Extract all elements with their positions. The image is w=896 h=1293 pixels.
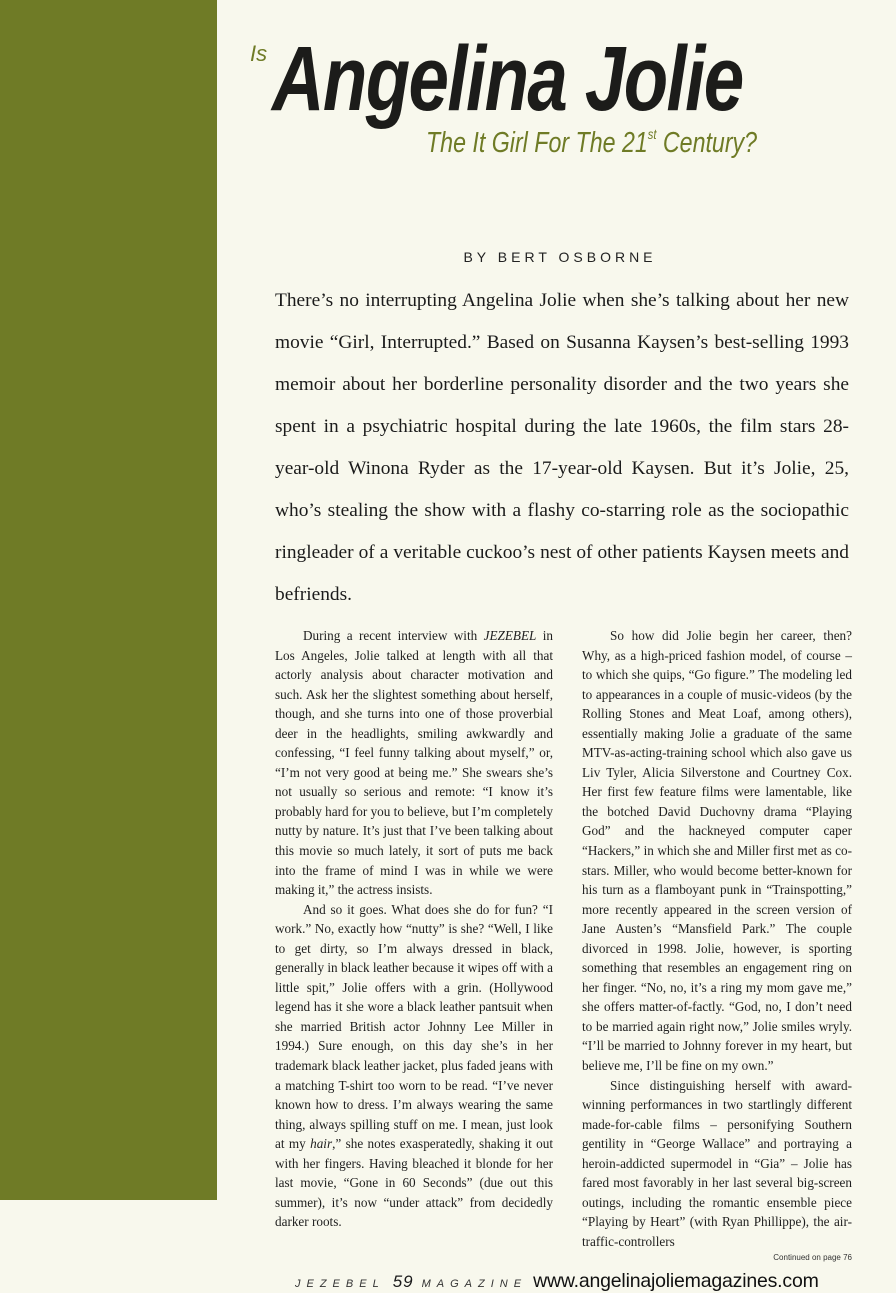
magazine-name: JEZEBEL <box>483 628 537 643</box>
body-paragraph <box>275 900 553 1232</box>
green-sidebar-band <box>0 0 217 1200</box>
byline: BY BERT OSBORNE <box>463 249 657 265</box>
watermark-url: www.angelinajoliemagazines.com <box>533 1269 819 1292</box>
text: And so it goes. What does she do for fun? “I work.” No, exactly how “nutty” is she? “Well, I like to get dirty, so I’m always dressed in black, generally in black leather because it wipes off with a little spit,” Jolie offers with a grin. (Hollywood legend has it she wore a black leather pantsuit when she married British actor Johnny Lee Miller in 1994.) Sure enough, on this day she’s in her trademark black leather jacket, plus faded jeans with a matching T-shirt too worn to be read. “I’ve never known how to dress. I’m always wearing the same thing, always spilling stuff on me. I mean, just look at my <box>275 901 553 1152</box>
subtitle <box>426 126 757 160</box>
subtitle-text-end: Century? <box>656 127 758 159</box>
body-paragraph: Since distinguishing herself with award-winning performances in two startlingly different made-for-cable films – personifying Southern gentility in “George Wallace” and portraying a heroin-addicted supermodel in “Gia” – Jolie has fared most favorably in her last several big-screen outings, including the romantic ensemble piece “Playing by Heart” (with Ryan Phillippe), the air-traffic-controllers <box>582 1077 852 1249</box>
emphasis: hair <box>310 1136 333 1152</box>
lede-paragraph: There’s no interrupting Angelina Jolie when she’s talking about her new movie “Girl, Interrupted.” Based on Susanna Kaysen’s best-selling 1993 memoir about her borderline personality disorder and the two years she spent in a psychiatric hospital during the late 1960s, the film stars 28-year-old Winona Ryder as the 17-year-old Kaysen. But it’s Jolie, 25, who’s stealing the show with a flashy co-starring role as the sociopathic ringleader of a veritable cuckoo’s nest of other patients Kaysen meets and befriends. <box>275 290 849 605</box>
headline-kicker: Is <box>250 41 268 66</box>
body-column-left <box>275 626 553 1232</box>
text: in Los Angeles, Jolie talked at length with all that actorly analysis about character motivation and such. Ask her the slightest something about herself, though, and she turns into one of those proverbial deer in the headlights, smiling awkwardly and confessing, “I feel funny talking about myself,” or, “I’m not very good at being me.” She swears she’s not usually so serious and remote: “I know it’s probably hard for you to believe, but I’m completely nutty by nature. It’s just that I’ve been talking about this movie so much lately, it sort of puts me back into the frame of mind I was in while we were making it,” the actress insists. <box>275 628 554 898</box>
text: ,” she notes exasperatedly, shaking it out with her fingers. Having bleached it blonde for her last movie, “Gone in 60 Seconds” (due out this summer), it’s now “under attack” from decidedly darker roots. <box>275 1136 553 1230</box>
page-title: Angelina Jolie <box>272 28 743 130</box>
body-paragraph <box>275 626 553 900</box>
headline <box>250 28 890 190</box>
body-column-right <box>582 626 852 1264</box>
article-content <box>275 280 853 1293</box>
footer-magazine-name: JEZEBEL <box>295 1277 385 1290</box>
subtitle-superscript: st <box>647 126 657 142</box>
footer-magazine-word: MAGAZINE <box>421 1277 528 1290</box>
page-footer <box>295 1272 527 1292</box>
body-columns <box>275 626 853 1264</box>
subtitle-text: The It Girl For The 21 <box>426 127 648 159</box>
body-paragraph: So how did Jolie begin her career, then? Why, as a high-priced fashion model, of course – to which she quips, “Go figure.” The modeling led to appearances in a couple of music-videos (by the Rolling Stones and Meat Loaf, among others), essentially making Jolie a graduate of the same MTV-as-acting-training school which also gave us Liv Tyler, Alicia Silverstone and Courtney Cox. Her first few feature films were lamentable, like the botched David Duchovny drama “Playing God” and the hackneyed computer caper “Hackers,” in which she and Miller first met as co-stars. Miller, who would become better-known for his turn as a flamboyant punk in “Trainspotting,” more recently appeared in the screen version of Jane Austen’s “Mansfield Park.” The couple divorced in 1998. Jolie, however, is sporting something that resembles an engagement ring on her finger. “No, no, it’s a ring my mom gave me,” she offers matter-of-factly. “God, no, I don’t need to be married again right now,” Jolie smiles wryly. “I’ll be married to Johnny forever in my heart, but believe me, I’ll be fine on my own.” <box>582 628 852 1074</box>
footer-row <box>275 1270 853 1293</box>
continued-note: Continued on page 76 <box>773 1252 852 1262</box>
text: During a recent interview with <box>303 628 484 643</box>
page-number: 59 <box>392 1271 414 1291</box>
